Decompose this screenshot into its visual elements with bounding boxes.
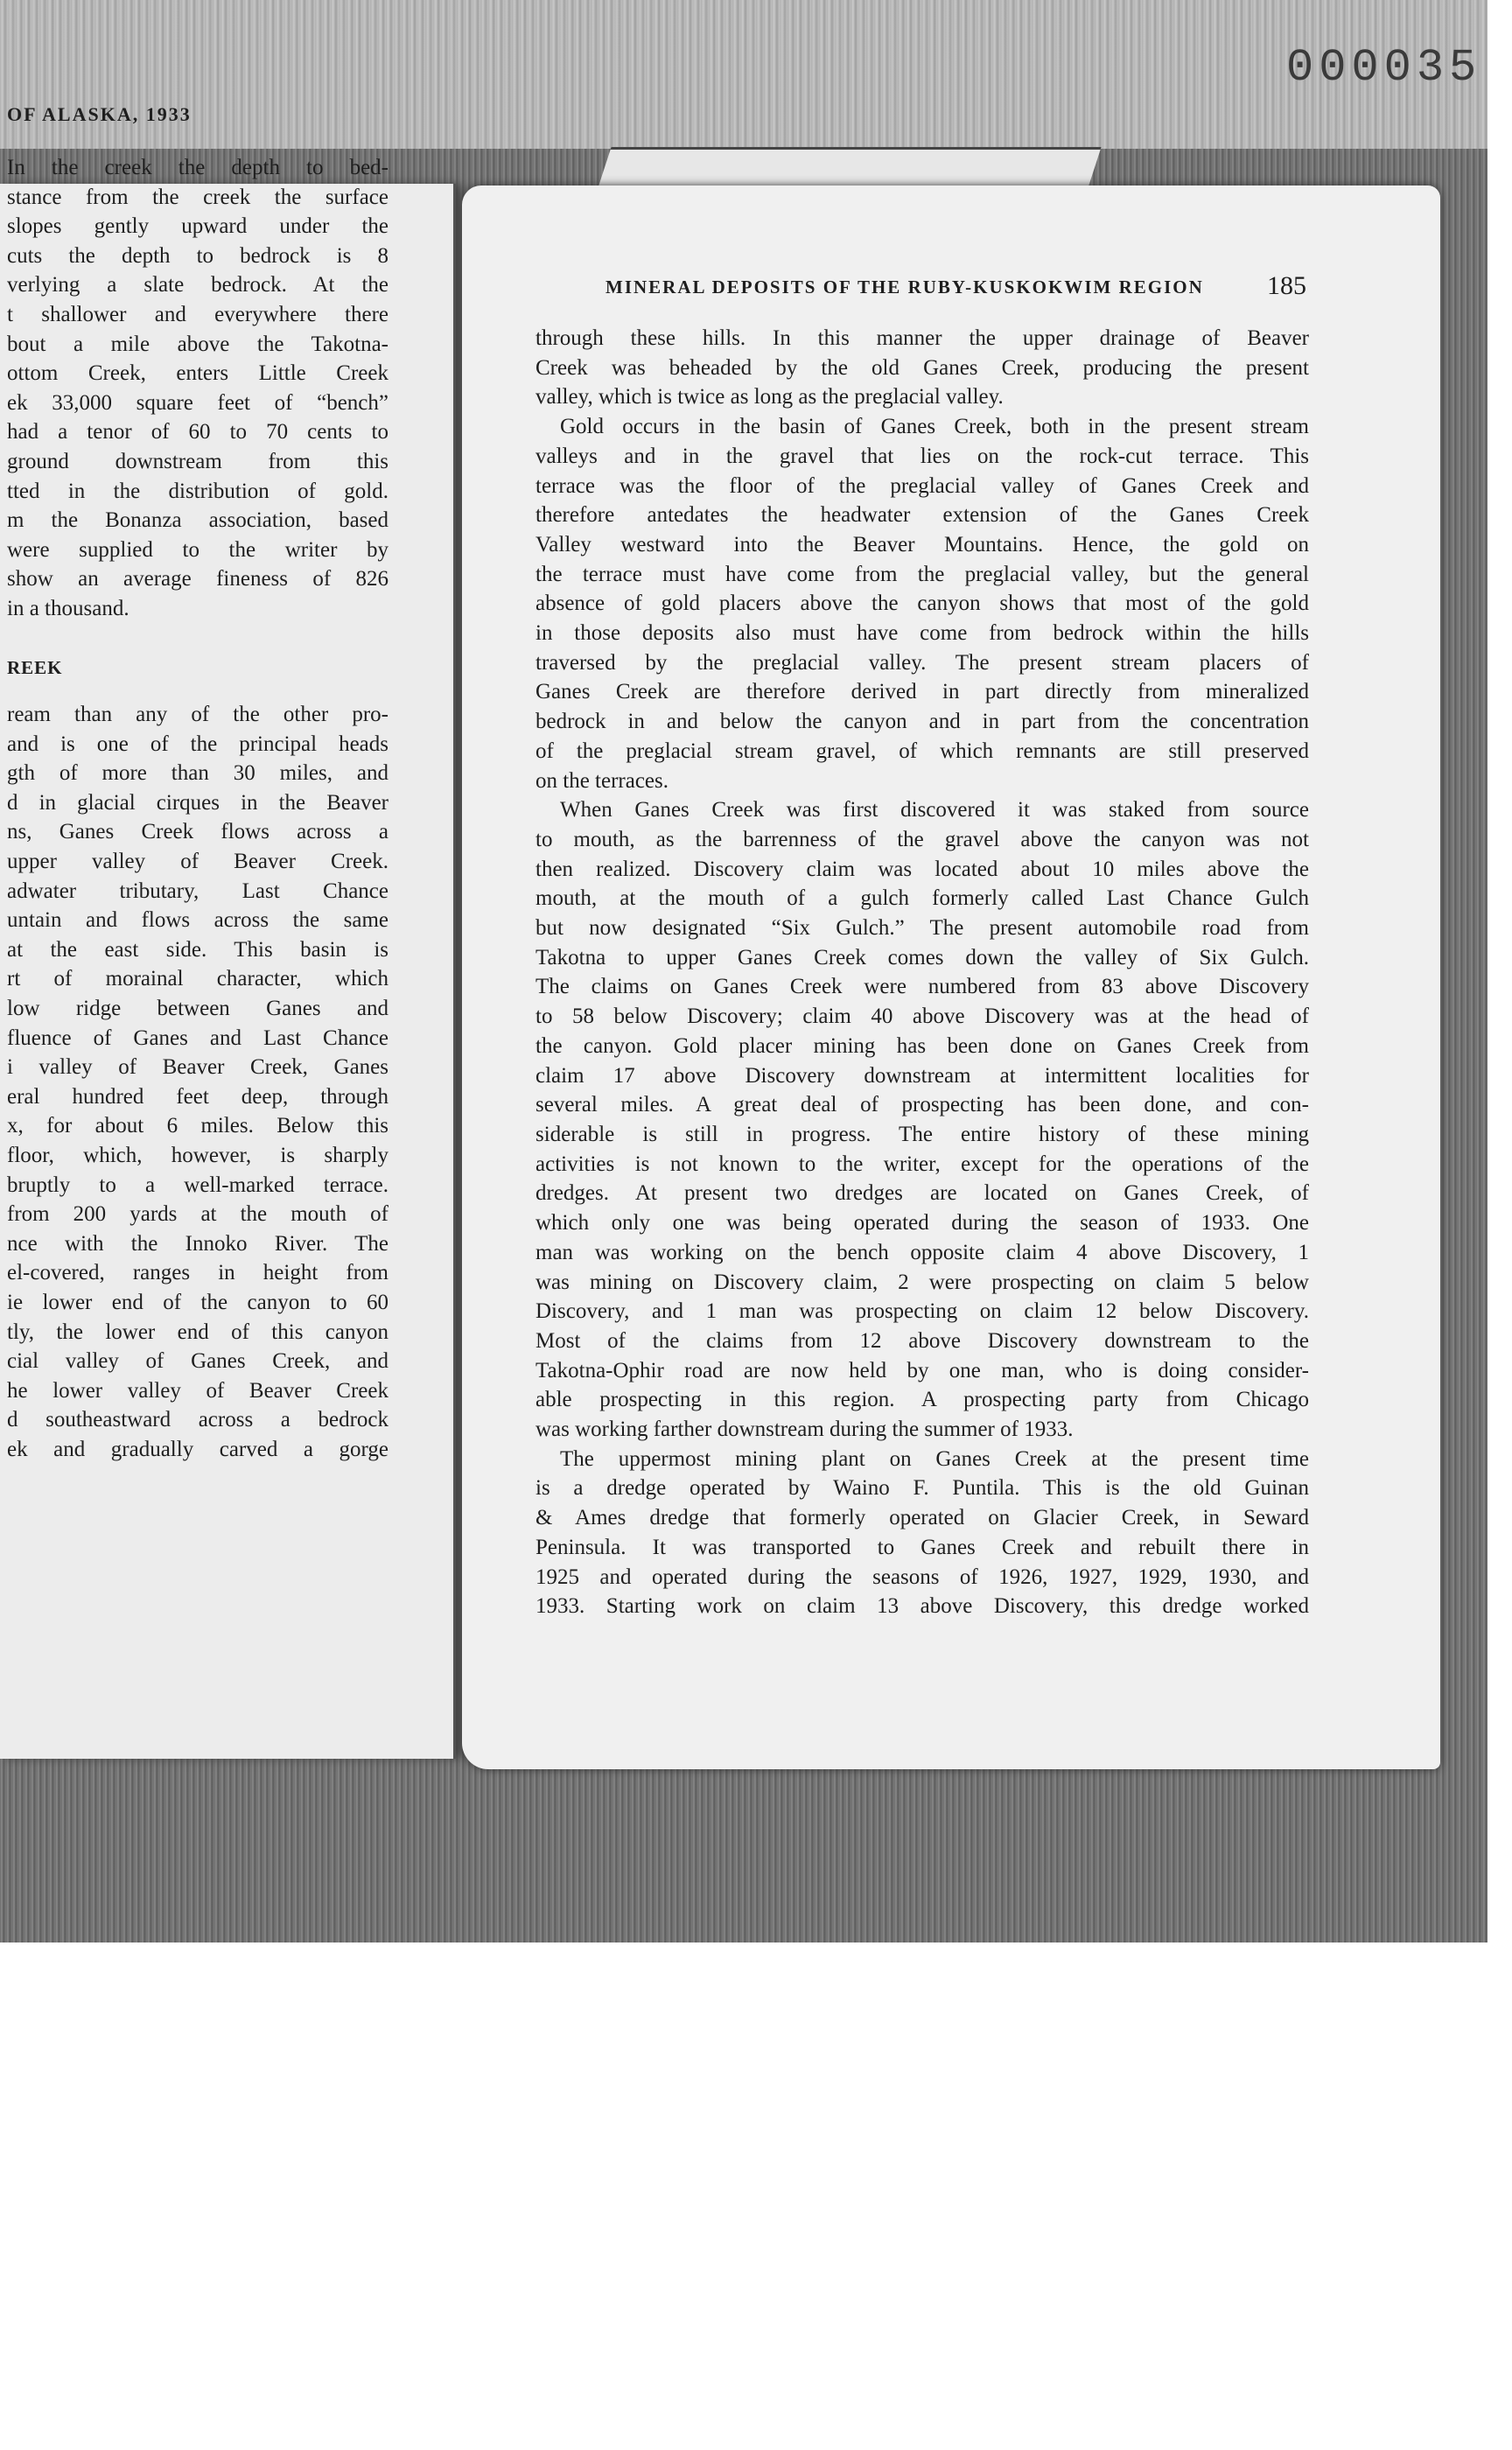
text-line: i valley of Beaver Creek, Ganes [7, 1055, 388, 1080]
text-line: several miles. A great deal of prospecting has been done, and con- [536, 1093, 1309, 1117]
text-line: had a tenor of 60 to 70 cents to [7, 420, 388, 444]
text-line: slopes gently upward under the [7, 214, 388, 239]
text-line: ream than any of the other pro- [7, 703, 388, 727]
text-line: to 58 below Discovery; claim 40 above Discovery was at the head of [536, 1004, 1309, 1029]
text-line: Takotna-Ophir road are now held by one man, who is doing consider- [536, 1358, 1309, 1382]
text-line: rt of morainal character, which [7, 967, 388, 991]
text-line: eral hundred feet deep, through [7, 1084, 388, 1109]
text-line: d in glacial cirques in the Beaver [7, 790, 388, 815]
text-line: & Ames dredge that formerly operated on Glacier Creek, in Seward [536, 1506, 1309, 1530]
text-line: able prospecting in this region. A prospecting party from Chicago [536, 1388, 1309, 1412]
text-line: and is one of the principal heads [7, 732, 388, 756]
text-line: Takotna to upper Ganes Creek comes down the valley of Six Gulch. [536, 945, 1309, 970]
text-line: The uppermost mining plant on Ganes Creek at the present time [560, 1446, 1309, 1471]
text-line: terrace was the floor of the preglacial valley of Ganes Creek and [536, 473, 1309, 498]
text-line: el-covered, ranges in height from [7, 1261, 388, 1285]
text-line: from 200 yards at the mouth of [7, 1202, 388, 1227]
text-line: upper valley of Beaver Creek. [7, 850, 388, 874]
section-heading: REEK [7, 656, 63, 678]
text-line: Valley westward into the Beaver Mountains. Hence, the gold on [536, 532, 1309, 556]
text-line: verlying a slate bedrock. At the [7, 273, 388, 298]
text-line: floor, which, however, is sharply [7, 1144, 388, 1167]
text-line: low ridge between Ganes and [7, 997, 388, 1021]
scanner-lid-shadow [0, 0, 1488, 149]
text-line: bedrock in and below the canyon and in part from the concentration [536, 710, 1309, 734]
text-line: ottom Creek, enters Little Creek [7, 361, 388, 386]
text-line: When Ganes Creek was first discovered it was staked from source [560, 798, 1309, 822]
text-line: Peninsula. It was transported to Ganes Creek and rebuilt there in [536, 1535, 1309, 1559]
text-line: stance from the creek the surface [7, 185, 388, 209]
text-line: cuts the depth to bedrock is 8 [7, 243, 388, 268]
text-line: dredges. At present two dredges are located on Ganes Creek, of [536, 1181, 1309, 1206]
text-line: ns, Ganes Creek flows across a [7, 820, 388, 844]
text-line: valleys and in the gravel that lies on the rock-cut terrace. This [536, 444, 1309, 468]
text-line: t shallower and everywhere there [7, 302, 388, 326]
text-line: x, for about 6 miles. Below this [7, 1114, 388, 1138]
text-line: through these hills. In this manner the upper drainage of Beaver [536, 326, 1309, 350]
text-line: to mouth, as the barrenness of the gravel above the canyon was not [536, 827, 1309, 851]
text-line: siderable is still in progress. The entire history of these mining [536, 1122, 1309, 1146]
text-line: in those deposits also must have come from bedrock within the hills [536, 621, 1309, 646]
text-line: ek 33,000 square feet of “bench” [7, 390, 388, 415]
text-line: claim 17 above Discovery downstream at intermittent localities for [536, 1063, 1309, 1088]
text-line: cial valley of Ganes Creek, and [7, 1349, 388, 1374]
text-line: the terrace must have come from the preglacial valley, but the general [536, 562, 1309, 586]
text-line: which only one was being operated during the season of 1933. One [536, 1211, 1309, 1236]
text-line: on the terraces. [536, 768, 669, 793]
text-line: was working farther downstream during the summer of 1933. [536, 1418, 1074, 1442]
right-text-column [536, 324, 1309, 1621]
text-line: nce with the Innoko River. The [7, 1231, 388, 1256]
text-line: In the creek the depth to bed- [7, 156, 388, 179]
text-line: Discovery, and 1 man was prospecting on claim 12 below Discovery. [536, 1299, 1309, 1324]
right-running-head: MINERAL DEPOSITS OF THE RUBY-KUSKOKWIM REGION [606, 276, 1204, 298]
text-line: show an average fineness of 826 [7, 567, 388, 592]
text-line: mouth, at the mouth of a gulch formerly called Last Chance Gulch [536, 886, 1309, 911]
text-line: bout a mile above the Takotna- [7, 332, 388, 356]
text-line: is a dredge operated by Waino F. Puntila. This is the old Guinan [536, 1476, 1309, 1501]
text-line: 1933. Starting work on claim 13 above Discovery, this dredge worked [536, 1594, 1309, 1619]
text-line: he lower valley of Beaver Creek [7, 1378, 388, 1403]
text-line: untain and flows across the same [7, 908, 388, 933]
text-line: tted in the distribution of gold. [7, 479, 388, 503]
text-line: the canyon. Gold placer mining has been done on Ganes Creek from [536, 1033, 1309, 1058]
section-gap [7, 682, 388, 700]
left-running-head: OF ALASKA, 1933 [7, 103, 192, 125]
text-line: traversed by the preglacial valley. The present stream placers of [536, 650, 1309, 675]
text-line: m the Bonanza association, based [7, 508, 388, 533]
text-line: ek and gradually carved a gorge [7, 1437, 388, 1461]
text-line: valley, which is twice as long as the preglacial valley. [536, 385, 1004, 410]
text-line: Ganes Creek are therefore derived in part directly from mineralized [536, 680, 1309, 704]
text-line: bruptly to a well-marked terrace. [7, 1172, 388, 1197]
text-line: but now designated “Six Gulch.” The present automobile road from [536, 916, 1309, 941]
text-line: was mining on Discovery claim, 2 were prospecting on claim 5 below [536, 1270, 1309, 1294]
text-line: ie lower end of the canyon to 60 [7, 1290, 388, 1314]
section-gap [7, 624, 388, 654]
text-line: The claims on Ganes Creek were numbered from 83 above Discovery [536, 975, 1309, 999]
text-line: gth of more than 30 miles, and [7, 761, 388, 786]
left-text-column [7, 153, 388, 1465]
text-line: activities is not known to the writer, except for the operations of the [536, 1152, 1309, 1176]
text-line: man was working on the bench opposite claim 4 above Discovery, 1 [536, 1240, 1309, 1264]
text-line: absence of gold placers above the canyon shows that most of the gold [536, 592, 1309, 616]
text-line: Creek was beheaded by the old Ganes Creek, producing the present [536, 355, 1309, 380]
text-line: adwater tributary, Last Chance [7, 878, 388, 903]
text-line: fluence of Ganes and Last Chance [7, 1026, 388, 1050]
text-line: at the east side. This basin is [7, 937, 388, 962]
text-line: tly, the lower end of this canyon [7, 1320, 388, 1344]
page-number: 185 [1267, 271, 1306, 300]
scan-stamp-number: 000035 [1286, 42, 1482, 94]
text-line: Most of the claims from 12 above Discovery downstream to the [536, 1328, 1309, 1353]
text-line: in a thousand. [7, 596, 130, 620]
text-line: Gold occurs in the basin of Ganes Creek, both in the present stream [560, 415, 1309, 439]
text-line: d southeastward across a bedrock [7, 1408, 388, 1432]
text-line: then realized. Discovery claim was located about 10 miles above the [536, 857, 1309, 881]
text-line: therefore antedates the headwater extension of the Ganes Creek [536, 503, 1309, 528]
text-line: of the preglacial stream gravel, of which remnants are still preserved [536, 738, 1309, 763]
text-line: ground downstream from this [7, 449, 388, 473]
text-line: were supplied to the writer by [7, 537, 388, 562]
text-line: 1925 and operated during the seasons of 1926, 1927, 1929, 1930, and [536, 1564, 1309, 1589]
